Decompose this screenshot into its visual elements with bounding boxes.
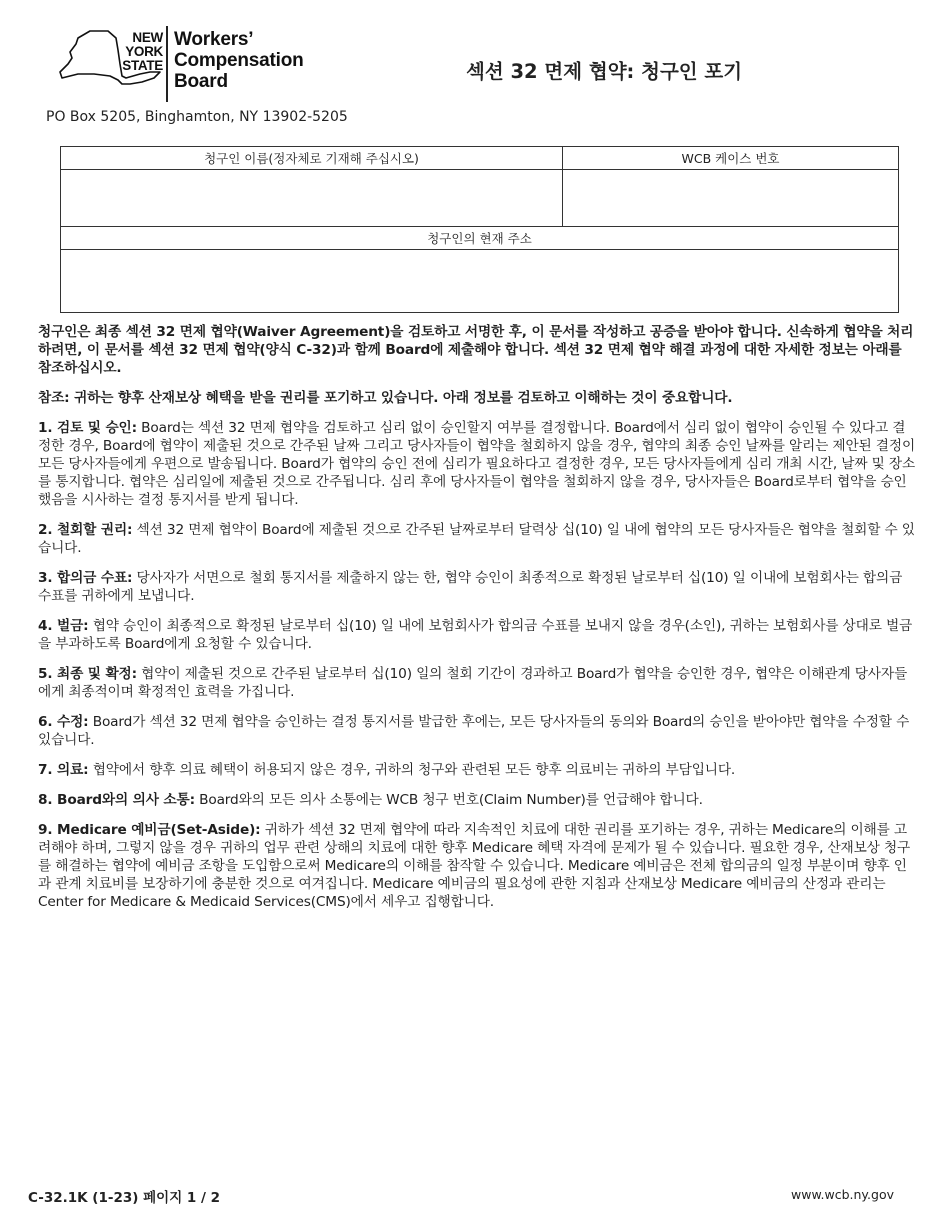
current-address-label: 청구인의 현재 주소 (61, 227, 899, 250)
section-title: 3. 합의금 수표: (38, 570, 133, 586)
section-text: Board와의 모든 의사 소통에는 WCB 청구 번호(Claim Number)를 언급해야 합니다. (194, 792, 703, 808)
section-text: Board는 섹션 32 면제 협약을 검토하고 심리 없이 승인할지 여부를 결정합니다. Board에서 심리 없이 협약이 승인될 수 있다고 결정한 경우, Board에 협약이 제출된 것으로 간주된 날짜 그리고 당사자들이 협약을 철회하지 않을 경우, 협약의 최종 승인 날짜를 알리는 제안된 결정이 모든 당사자들에게 우편으로 발송됩니다. Board가 협약의 승인 전에 심리가 필요하다고 결정한 경우, 모든 당사자들에게 심리 개최 시간, 날짜 및 장소를 통지합니다. 협약은 심리일에 제출된 것으로 간주됩니다. 심리 후에 당사자들이 협약을 철회하지 않을 경우, 당사자들은 Board로부터 협약을 승인했음을 시사하는 결정 통지서를 받게 됩니다. (38, 420, 916, 508)
logo-board-line: Compensation (174, 50, 304, 71)
website-link[interactable]: www.wcb.ny.gov (791, 1187, 894, 1202)
form-id-page-number: C-32.1K (1-23) 페이지 1 / 2 (28, 1190, 221, 1206)
section-text: 섹션 32 면제 협약이 Board에 제출된 것으로 간주된 날짜로부터 달력상 십(10) 일 내에 협약의 모든 당사자들은 협약을 철회할 수 있습니다. (38, 522, 915, 556)
current-address-field[interactable] (61, 250, 899, 313)
section-title: 5. 최종 및 확정: (38, 666, 137, 682)
claimant-name-label: 청구인 이름(정자체로 기재해 주십시오) (61, 147, 563, 170)
logo-state-text (118, 31, 163, 73)
nys-wcb-logo (56, 24, 318, 106)
claimant-name-field[interactable] (61, 170, 563, 227)
section-medicare-set-aside (38, 821, 916, 911)
section-final-binding (38, 665, 916, 701)
logo-board-line: Board (174, 71, 228, 92)
case-number-field[interactable] (563, 170, 899, 227)
logo-board-text (174, 29, 324, 92)
section-title: 4. 벌금: (38, 618, 89, 634)
section-review-approval (38, 419, 916, 509)
section-title: 9. Medicare 예비금(Set-Aside): (38, 822, 261, 838)
logo-divider (166, 26, 168, 102)
mailing-address: PO Box 5205, Binghamton, NY 13902-5205 (46, 109, 348, 125)
section-settlement-check (38, 569, 916, 605)
section-title: 8. Board와의 의사 소통: (38, 792, 195, 808)
section-text: 당사자가 서면으로 철회 통지서를 제출하지 않는 한, 협약 승인이 최종적으로 확정된 날로부터 십(10) 일 이내에 보험회사는 합의금 수표를 귀하에게 보냅니다. (38, 570, 903, 604)
section-text: 귀하가 섹션 32 면제 협약에 따라 지속적인 치료에 대한 권리를 포기하는 경우, 귀하는 Medicare의 이해를 고려해야 하며, 그렇지 않을 경우 귀하의 업무 관련 상해의 치료에 대한 향후 Medicare 혜택 자격에 문제가 될 수 있습니다. 필요한 경우, 산재보상 청구를 해결하는 협약에 예비금 조항을 도입함으로써 Medicare의 이해를 참작할 수 있습니다. Medicare 예비금은 전체 합의금의 일정 부분이며 향후 인과 관계 치료비를 보장하기에 충분한 것으로 여겨집니다. Medicare 예비금의 필요성에 관한 지침과 산재보상 Medicare 예비금의 산정과 관리는 Center for Medicare & Medicaid Services(CMS)에서 세우고 집행합니다. (38, 822, 911, 910)
section-title: 1. 검토 및 승인: (38, 420, 137, 436)
case-number-label: WCB 케이스 번호 (563, 147, 899, 170)
section-text: 협약이 제출된 것으로 간주된 날로부터 십(10) 일의 철회 기간이 경과하고 Board가 협약을 승인한 경우, 협약은 이해관계 당사자들에게 최종적이며 확정적인 효력을 가집니다. (38, 666, 908, 700)
note-paragraph: 참조: 귀하는 향후 산재보상 혜택을 받을 권리를 포기하고 있습니다. 아래 정보를 검토하고 이해하는 것이 중요합니다. (38, 390, 733, 406)
logo-board-line: Workers’ (174, 29, 254, 50)
section-penalty (38, 617, 916, 653)
page-header (0, 0, 950, 125)
section-text: Board가 섹션 32 면제 협약을 승인하는 결정 통지서를 발급한 후에는, 모든 당사자들의 동의와 Board의 승인을 받아야만 협약을 수정할 수 있습니다. (38, 714, 910, 748)
instructions-paragraph: 청구인은 최종 섹션 32 면제 협약(Waiver Agreement)을 검토하고 서명한 후, 이 문서를 작성하고 공증을 받아야 합니다. 신속하게 협약을 처리하려면, 이 문서를 섹션 32 면제 협약(양식 C-32)과 함께 Board에 제출해야 합니다. 섹션 32 면제 협약 해결 과정에 대한 자세한 정보는 아래를 참조하십시오. (38, 324, 914, 376)
section-board-communication (38, 791, 916, 809)
logo-state-line: STATE (122, 58, 163, 73)
section-title: 7. 의료: (38, 762, 89, 778)
section-title: 2. 철회할 권리: (38, 522, 133, 538)
section-text: 협약 승인이 최종적으로 확정된 날로부터 십(10) 일 내에 보험회사가 합의금 수표를 보내지 않을 경우(소인), 귀하는 보험회사를 상대로 벌금을 부과하도록 Board에게 요청할 수 있습니다. (38, 618, 913, 652)
form-body (38, 323, 916, 923)
section-medical (38, 761, 916, 779)
claimant-info-table (60, 146, 899, 313)
section-text: 협약에서 향후 의료 혜택이 허용되지 않은 경우, 귀하의 청구와 관련된 모든 향후 의료비는 귀하의 부담입니다. (88, 762, 736, 778)
section-title: 6. 수정: (38, 714, 89, 730)
section-modification (38, 713, 916, 749)
section-right-to-withdraw (38, 521, 916, 557)
logo-state-line: NEW (132, 30, 163, 45)
logo-state-line: YORK (125, 44, 163, 59)
form-title: 섹션 32 면제 협약: 청구인 포기 (466, 60, 743, 83)
